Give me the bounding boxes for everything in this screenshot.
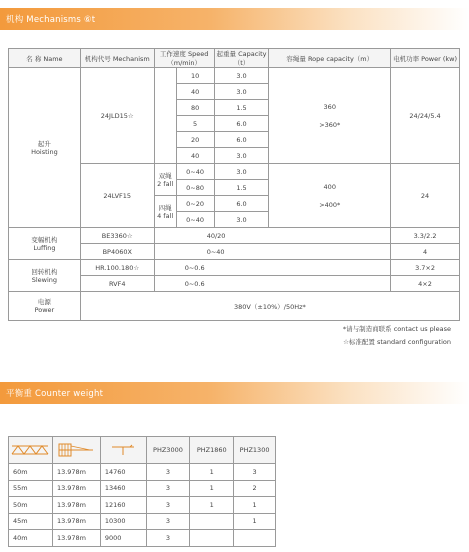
speed-cell: 0~40 xyxy=(176,164,214,180)
capacity-cell: 3.0 xyxy=(214,164,269,180)
luffing-name-cn: 变幅机构 xyxy=(31,235,58,244)
phz1300-count xyxy=(234,530,276,547)
rope-value: 400 xyxy=(323,182,336,191)
mechanism-24lvf15: 24LVF15 xyxy=(80,164,154,228)
header-rope-capacity: 容绳量 Rope capacity（m） xyxy=(269,49,391,68)
power-cell: 4 xyxy=(391,244,460,260)
mechanisms-section-title: 机构 Mechanisms ⑥t xyxy=(6,15,96,25)
speed-cell: 20 xyxy=(176,132,214,148)
power-cell: 3.7×2 xyxy=(391,260,460,276)
phz1860-count xyxy=(190,513,234,530)
rope-value-alt: >360* xyxy=(319,120,341,129)
header-mechanism: 机构代号 Mechanism xyxy=(80,49,154,68)
phz3000-count: 3 xyxy=(146,513,190,530)
capacity-cell: 1.5 xyxy=(214,180,269,196)
hoisting-name-cn: 起升 xyxy=(37,139,51,148)
phz3000-count: 3 xyxy=(146,530,190,547)
phz3000-count: 3 xyxy=(146,497,190,514)
mechanism-cell: RVF4 xyxy=(80,276,154,292)
rope-capacity-24jld15 xyxy=(269,68,391,164)
speed-cell: 0~0.6 xyxy=(154,260,390,276)
mechanisms-section-band xyxy=(0,8,469,30)
capacity-cell: 6.0 xyxy=(214,116,269,132)
weight-icon xyxy=(108,443,138,457)
table-header-row xyxy=(9,437,276,464)
counter-jib-icon-header xyxy=(52,437,100,464)
speed-cell: 80 xyxy=(176,100,214,116)
counter-weight-section-title: 平衡重 Counter weight xyxy=(6,389,104,399)
speed-cell: 0~40 xyxy=(176,212,214,228)
table-row xyxy=(9,292,460,321)
note-contact: *请与制造商联系 contact us please xyxy=(342,325,451,333)
fall-4-cn: 四绳 xyxy=(158,203,172,212)
phz1860-count: 1 xyxy=(190,497,234,514)
power-name-cell xyxy=(9,292,81,321)
counter-jib-length-cell: 13.978m xyxy=(52,464,100,481)
speed-cell: 0~20 xyxy=(176,196,214,212)
speed-spacer xyxy=(154,68,176,164)
power-24jld15: 24/24/5.4 xyxy=(391,68,460,164)
mechanism-cell: BP4060X xyxy=(80,244,154,260)
table-row xyxy=(9,464,276,481)
power-cell: 3.3/2.2 xyxy=(391,228,460,244)
fall-2-cell xyxy=(154,164,176,196)
capacity-cell: 3.0 xyxy=(214,148,269,164)
mechanisms-table xyxy=(8,48,460,321)
slewing-name-cn: 回转机构 xyxy=(31,267,58,276)
phz1860-count xyxy=(190,530,234,547)
capacity-cell: 3.0 xyxy=(214,84,269,100)
phz3000-count: 3 xyxy=(146,464,190,481)
fall-2-cn: 双绳 xyxy=(158,171,172,180)
capacity-cell: 6.0 xyxy=(214,196,269,212)
jib-length-cell: 50m xyxy=(9,497,53,514)
table-row xyxy=(9,228,460,244)
rope-capacity-24lvf15 xyxy=(269,164,391,228)
phz1300-count: 2 xyxy=(234,480,276,497)
phz1300-count: 3 xyxy=(234,464,276,481)
table-row xyxy=(9,513,276,530)
weight-cell: 13460 xyxy=(100,480,146,497)
rope-value: 360 xyxy=(323,102,336,111)
power-cell: 4×2 xyxy=(391,276,460,292)
counter-weight-table xyxy=(8,436,276,547)
mechanism-cell: BE3360☆ xyxy=(80,228,154,244)
mechanism-24jld15: 24JLD15☆ xyxy=(80,68,154,164)
header-name: 名 称 Name xyxy=(9,49,81,68)
table-row xyxy=(9,497,276,514)
power-name-en: Power xyxy=(34,306,55,314)
luffing-name-en: Luffing xyxy=(33,243,56,252)
header-power: 电机功率 Power (kw) xyxy=(391,49,460,68)
speed-cell: 0~0.6 xyxy=(154,276,390,292)
counter-jib-length-cell: 13.978m xyxy=(52,530,100,547)
capacity-cell: 3.0 xyxy=(214,68,269,84)
phz1860-count: 1 xyxy=(190,464,234,481)
phz1300-count: 1 xyxy=(234,513,276,530)
weight-cell: 10300 xyxy=(100,513,146,530)
speed-cell: 10 xyxy=(176,68,214,84)
fall-2-en: 2 fall xyxy=(157,179,174,188)
header-capacity: 起重量 Capacity（t） xyxy=(214,49,269,68)
speed-cell: 0~80 xyxy=(176,180,214,196)
slewing-name-cell xyxy=(9,260,81,292)
table-row xyxy=(9,68,460,84)
note-standard: ☆标准配置 standard configuration xyxy=(343,338,451,346)
jib-length-cell: 40m xyxy=(9,530,53,547)
jib-length-cell: 45m xyxy=(9,513,53,530)
counter-jib-length-cell: 13.978m xyxy=(52,497,100,514)
jib-icon-header xyxy=(9,437,53,464)
table-row xyxy=(9,530,276,547)
capacity-cell: 3.0 xyxy=(214,212,269,228)
slewing-name-en: Slewing xyxy=(31,275,58,284)
counter-jib-icon xyxy=(56,442,96,458)
header-phz1300: PHZ1300 xyxy=(234,437,276,464)
fall-4-cell xyxy=(154,196,176,228)
hoisting-name-cell xyxy=(9,68,81,228)
jib-length-icon xyxy=(10,443,50,457)
hoisting-name-en: Hoisting xyxy=(31,147,58,156)
power-supply-value: 380V（±10%）/50Hz* xyxy=(80,292,459,321)
weight-cell: 14760 xyxy=(100,464,146,481)
luffing-name-cell xyxy=(9,228,81,260)
phz1300-count: 1 xyxy=(234,497,276,514)
fall-4-en: 4 fall xyxy=(157,211,174,220)
power-name-cn: 电源 xyxy=(37,298,51,306)
phz3000-count: 3 xyxy=(146,480,190,497)
capacity-cell: 6.0 xyxy=(214,132,269,148)
speed-cell: 40 xyxy=(176,84,214,100)
weight-icon-header xyxy=(100,437,146,464)
speed-cell: 40 xyxy=(176,148,214,164)
counter-weight-section-band xyxy=(0,382,469,404)
weight-cell: 12160 xyxy=(100,497,146,514)
power-24lvf15: 24 xyxy=(391,164,460,228)
speed-cell: 5 xyxy=(176,116,214,132)
header-phz3000: PHZ3000 xyxy=(146,437,190,464)
speed-cell: 0~40 xyxy=(154,244,390,260)
weight-cell: 9000 xyxy=(100,530,146,547)
capacity-cell: 1.5 xyxy=(214,100,269,116)
jib-length-cell: 60m xyxy=(9,464,53,481)
counter-jib-length-cell: 13.978m xyxy=(52,480,100,497)
table-row xyxy=(9,260,460,276)
table-row xyxy=(9,480,276,497)
table-header-row xyxy=(9,49,460,68)
counter-jib-length-cell: 13.978m xyxy=(52,513,100,530)
mechanism-cell: HR.100.180☆ xyxy=(80,260,154,276)
speed-cell: 40/20 xyxy=(154,228,390,244)
header-phz1860: PHZ1860 xyxy=(190,437,234,464)
rope-value-alt: >400* xyxy=(319,200,341,209)
phz1860-count: 1 xyxy=(190,480,234,497)
jib-length-cell: 55m xyxy=(9,480,53,497)
header-speed: 工作速度 Speed（m/min） xyxy=(154,49,214,68)
